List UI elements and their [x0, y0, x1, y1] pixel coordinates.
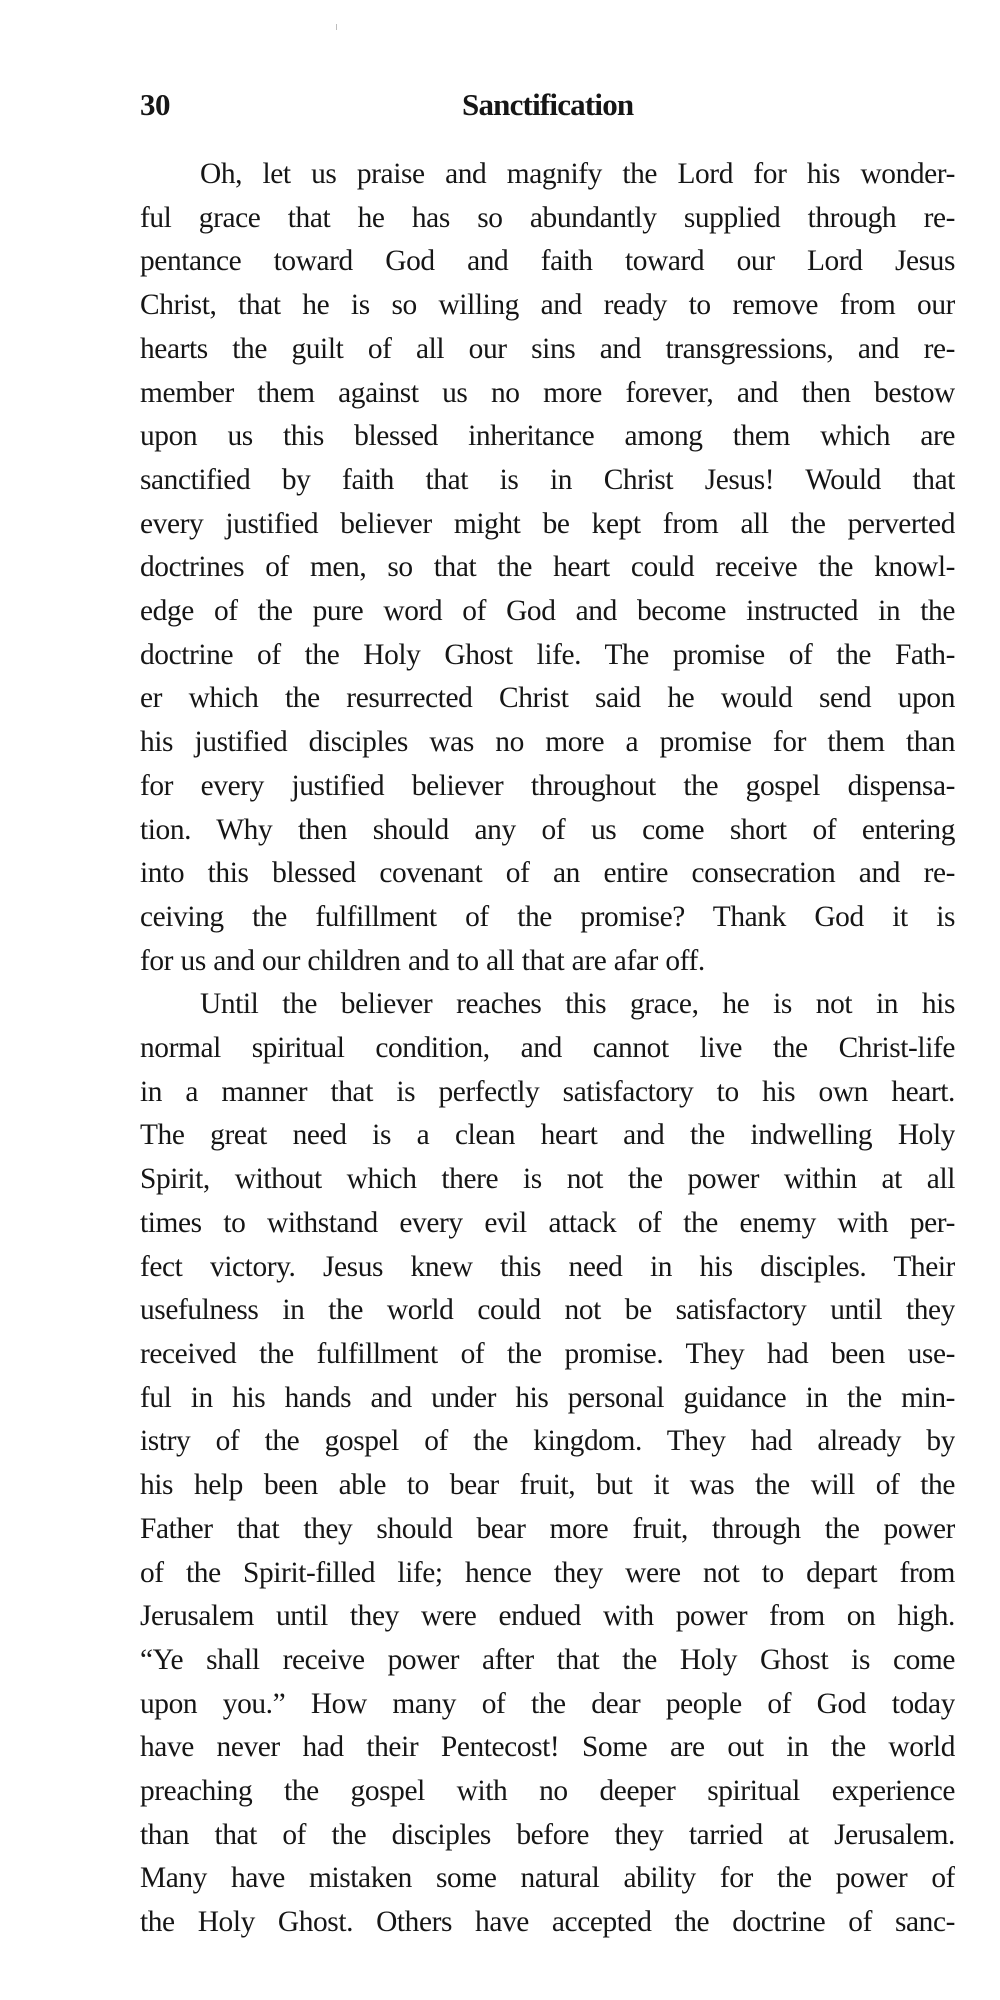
text-line: Oh, let us praise and magnify the Lord for his wonder- — [200, 158, 955, 190]
body-text — [140, 153, 955, 1945]
text-line: tion. Why then should any of us come short of entering — [140, 813, 955, 846]
text-line: Christ, that he is so willing and ready to remove from our — [140, 289, 955, 322]
chapter-title: Sanctification — [462, 87, 634, 122]
text-line: received the fulfillment of the promise. They had been use- — [140, 1337, 955, 1370]
text-line: his help been able to bear fruit, but it was the will of the — [140, 1469, 955, 1502]
text-line: doctrine of the Holy Ghost life. The promise of the Fath- — [140, 638, 955, 671]
text-line: in a manner that is perfectly satisfactory to his own heart. — [140, 1075, 955, 1108]
text-line: his justified disciples was no more a promise for them than — [140, 726, 955, 759]
scan-speck — [336, 24, 337, 30]
text-line: the Holy Ghost. Others have accepted the doctrine of sanc- — [140, 1906, 955, 1939]
paragraph-1 — [140, 153, 955, 983]
text-line: into this blessed covenant of an entire consecration and re- — [140, 857, 955, 890]
text-line: edge of the pure word of God and become instructed in the — [140, 595, 955, 628]
text-line: Jerusalem until they were endued with power from on high. — [140, 1600, 955, 1633]
text-line: pentance toward God and faith toward our Lord Jesus — [140, 245, 955, 278]
text-line: fect victory. Jesus knew this need in his disciples. Their — [140, 1250, 955, 1283]
text-line: Until the believer reaches this grace, he is not in his — [200, 988, 955, 1021]
text-line: Spirit, without which there is not the power within at all — [140, 1163, 955, 1196]
text-line: Father that they should bear more fruit, through the power — [140, 1512, 955, 1545]
text-line: istry of the gospel of the kingdom. They had already by — [140, 1425, 955, 1458]
text-line: upon you.” How many of the dear people of God today — [140, 1687, 955, 1720]
text-line: upon us this blessed inheritance among them which are — [140, 420, 955, 453]
text-line: ful in his hands and under his personal guidance in the min- — [140, 1381, 955, 1414]
text-line: than that of the disciples before they tarried at Jerusalem. — [140, 1818, 955, 1851]
text-line: member them against us no more forever, and then bestow — [140, 376, 955, 409]
text-line: The great need is a clean heart and the indwelling Holy — [140, 1119, 955, 1152]
text-line: ful grace that he has so abundantly supplied through re- — [140, 201, 955, 234]
running-head — [140, 83, 955, 127]
text-line: hearts the guilt of all our sins and transgressions, and re- — [140, 332, 955, 365]
paragraph-2 — [140, 983, 955, 1944]
text-line: “Ye shall receive power after that the Holy Ghost is come — [140, 1643, 955, 1676]
text-line: normal spiritual condition, and cannot live the Christ-life — [140, 1032, 955, 1065]
text-line: sanctified by faith that is in Christ Jesus! Would that — [140, 463, 955, 496]
text-line: Many have mistaken some natural ability for the power of — [140, 1862, 955, 1895]
text-line: preaching the gospel with no deeper spiritual experience — [140, 1775, 955, 1808]
text-line: for us and our children and to all that are afar off. — [140, 944, 705, 977]
text-line: for every justified believer throughout the gospel dispensa- — [140, 769, 955, 802]
text-line: times to withstand every evil attack of the enemy with per- — [140, 1206, 955, 1239]
text-line: doctrines of men, so that the heart could receive the knowl- — [140, 551, 955, 584]
text-line: of the Spirit-filled life; hence they were not to depart from — [140, 1556, 955, 1589]
text-line: usefulness in the world could not be satisfactory until they — [140, 1294, 955, 1327]
text-line: have never had their Pentecost! Some are out in the world — [140, 1731, 955, 1764]
text-line: every justified believer might be kept from all the perverted — [140, 507, 955, 540]
text-line: er which the resurrected Christ said he would send upon — [140, 682, 955, 715]
page-number: 30 — [140, 87, 170, 122]
text-line: ceiving the fulfillment of the promise? Thank God it is — [140, 900, 955, 933]
